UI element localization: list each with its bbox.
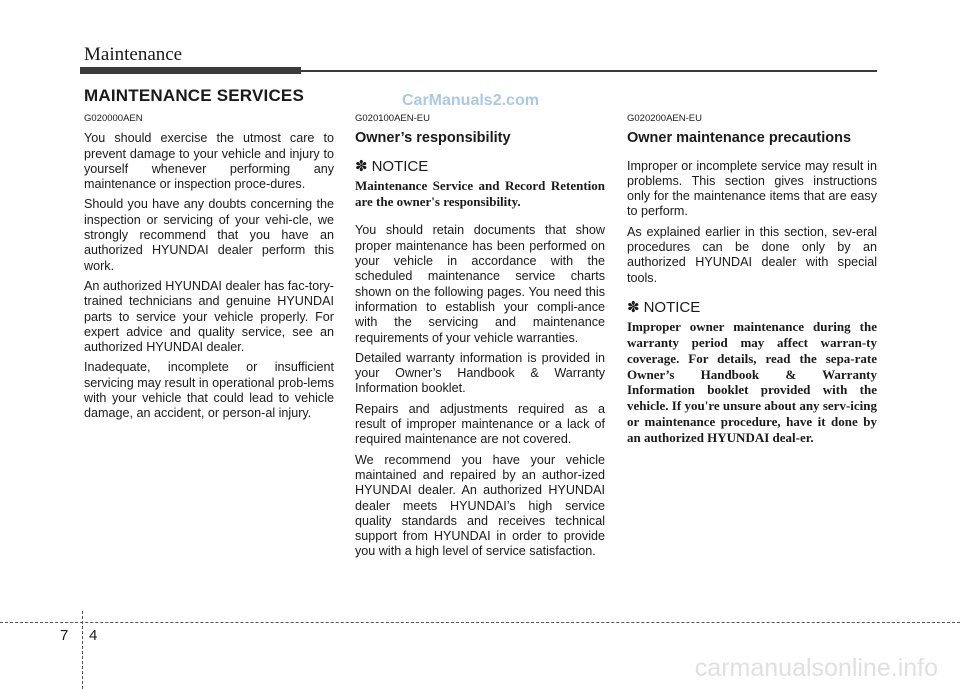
column-2 [355, 111, 605, 565]
column-3 [627, 111, 877, 460]
subsection-heading: Owner maintenance precautions [627, 130, 852, 147]
paragraph: Improper or incomplete service may result in problems. This section gives instructions only for the maintenance items that are easy to perform. [627, 158, 877, 219]
paragraph: You should retain documents that show proper maintenance has been performed on your vehicle in accordance with the scheduled maintenance service charts shown on the following pages. You need this information to establish your compli-ance with the servicing and maintenance requirements of your vehicle warranties. [355, 223, 605, 345]
notice-header [627, 300, 877, 315]
column-1 [84, 111, 334, 427]
notice-star-icon: ✽ [627, 298, 640, 316]
paragraph: We recommend you have your vehicle maintained and repaired by an author-ized HYUNDAI dealer. An authorized HYUNDAI dealer meets HYUNDAI’s high service quality standards and receives technical support from HYUNDAI in order to provide you with a high level of service satisfaction. [355, 452, 605, 559]
notice-text: Improper owner maintenance during the warranty period may affect warran-ty coverage. For details, read the sepa-rate Owner’s Handbook & Warranty Information booklet provided with the vehicle. If you're unsure about any serv-icing or maintenance procedure, have it done by an authorized HYUNDAI deal-er. [627, 319, 877, 445]
page-header-title: Maintenance [84, 44, 183, 65]
paragraph: As explained earlier in this section, sev-eral procedures can be done only by an authorized HYUNDAI dealer with special tools. [627, 224, 877, 285]
section-code: G020000AEN [84, 113, 143, 124]
notice-star-icon: ✽ [355, 157, 368, 175]
footer-rule [0, 622, 960, 623]
paragraph: You should exercise the utmost care to prevent damage to your vehicle and injury to yourself whenever performing any maintenance or inspection proce-dures. [84, 131, 334, 192]
page-number: 4 [89, 627, 98, 644]
footer-divider [82, 611, 83, 689]
notice-header [355, 159, 605, 174]
subsection-heading: Owner’s responsibility [355, 130, 511, 147]
section-code: G020200AEN-EU [627, 113, 702, 124]
paragraph: Inadequate, incomplete or insufficient servicing may result in operational prob-lems with your vehicle that could lead to vehicle damage, an accident, or person-al injury. [84, 360, 334, 421]
section-title: MAINTENANCE SERVICES [84, 86, 304, 105]
chapter-number: 7 [60, 627, 69, 644]
watermark-bottom: carmanualsonline.info [694, 654, 938, 682]
notice-label: NOTICE [371, 157, 429, 175]
notice-label: NOTICE [643, 298, 701, 316]
paragraph: An authorized HYUNDAI dealer has fac-tory-trained technicians and genuine HYUNDAI parts to service your vehicle properly. For expert advice and quality service, see an authorized HYUNDAI dealer. [84, 278, 334, 355]
header-bar [80, 67, 301, 74]
notice-text: Maintenance Service and Record Retention are the owner's responsibility. [355, 177, 605, 209]
paragraph: Detailed warranty information is provided in your Owner’s Handbook & Warranty Information booklet. [355, 350, 605, 396]
header-rule [301, 70, 877, 72]
paragraph: Repairs and adjustments required as a result of improper maintenance or a lack of required maintenance are not covered. [355, 401, 605, 447]
paragraph: Should you have any doubts concerning the inspection or servicing of your vehi-cle, we strongly recommend that you have an authorized HYUNDAI dealer perform this work. [84, 197, 334, 273]
section-code: G020100AEN-EU [355, 113, 430, 124]
watermark-top: CarManuals2.com [402, 92, 539, 109]
